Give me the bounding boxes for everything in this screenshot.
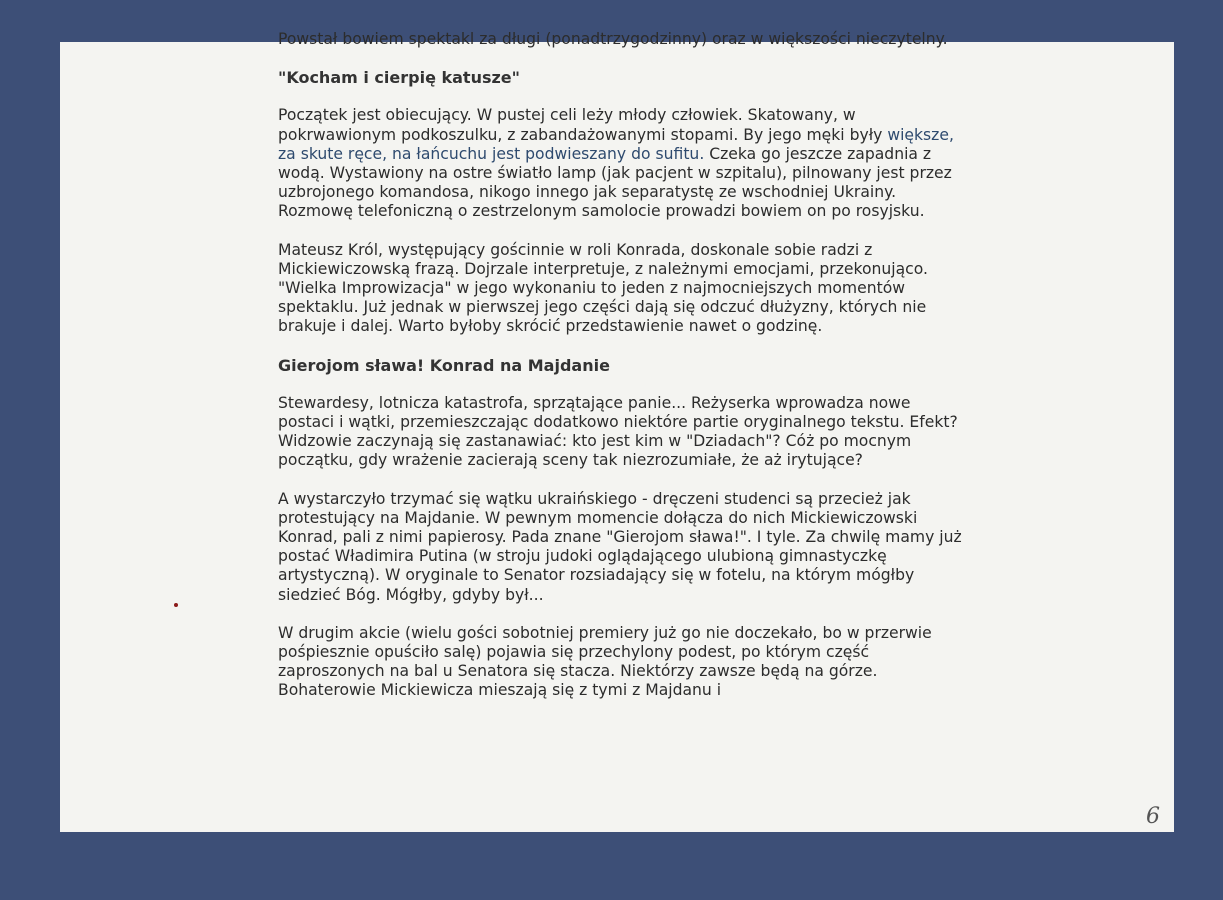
scanned-page bbox=[60, 30, 1174, 832]
paragraph bbox=[278, 106, 968, 221]
article-body bbox=[278, 30, 968, 720]
highlighted-link-text[interactable]: większe, za skute ręce, na łańcuchu jest podwieszany do sufitu. bbox=[278, 125, 954, 163]
section-heading: Gierojom sława! Konrad na Majdanie bbox=[278, 355, 610, 375]
paragraph-fragment: Powstał bowiem spektakl za długi (ponadtrzygodzinny) oraz w większości nieczytelny. bbox=[278, 30, 948, 48]
paragraph-text: Początek jest obiecujący. W pustej celi leży młody człowiek. Skatowany, w pokrwawionym podkoszulku, z zabandażowanymi stopami. By jego męki były bbox=[278, 106, 888, 144]
paragraph: Stewardesy, lotnicza katastrofa, sprzątające panie... Reżyserka wprowadza nowe postaci i wątki, przemieszczając dodatkowo niektóre partie oryginalnego tekstu. Efekt? Widzowie zaczynają się zastanawiać: kto jest kim w "Dziadach"? Cóż po mocnym początku, gdy wrażenie zacierają sceny tak niezrozumiałe, że aż irytujące? bbox=[278, 393, 958, 470]
paragraph-text: Czeka go jeszcze zapadnia z wodą. Wystawiony na ostre światło lamp (jak pacjent w szpitalu), pilnowany jest przez uzbrojonego komandosa, nikogo innego jak separatystę ze wschodniej Ukrainy. Rozmowę telefoniczną o zestrzelonym samolocie prowadzi bowiem on po rosyjsku. bbox=[278, 144, 952, 221]
paragraph: W drugim akcie (wielu gości sobotniej premiery już go nie doczekało, bo w przerwie pośpiesznie opuściło salę) pojawia się przechylony podest, po którym część zaproszonych na bal u Senatora się stacza. Niektórzy zawsze będą na górze. Bohaterowie Mickiewicza mieszają się z tymi z Majdanu i bbox=[278, 623, 932, 700]
paragraph: Mateusz Król, występujący gościnnie w roli Konrada, doskonale sobie radzi z Mickiewiczowską frazą. Dojrzale interpretuje, z należnymi emocjami, przekonująco. "Wielka Improwizacja" w jego wykonaniu to jeden z najmocniejszych momentów spektaklu. Już jednak w pierwszej jego części dają się odczuć dłużyzny, których nie brakuje i dalej. Warto byłoby skrócić przedstawienie nawet o godzinę. bbox=[278, 240, 928, 336]
ink-dot-mark bbox=[174, 603, 178, 607]
paragraph: A wystarczyło trzymać się wątku ukraińskiego - dręczeni studenci są przecież jak protestujący na Majdanie. W pewnym momencie dołącza do nich Mickiewiczowski Konrad, pali z nimi papierosy. Pada znane "Gierojom sława!". I tyle. Za chwilę mamy już postać Władimira Putina (w stroju judoki oglądającego ulubioną gimnastyczkę artystyczną). W oryginale to Senator rozsiadający się w fotelu, na którym mógłby siedzieć Bóg. Mógłby, gdyby był... bbox=[278, 489, 962, 604]
section-heading: "Kocham i cierpię katusze" bbox=[278, 68, 520, 88]
handwritten-page-number: 6 bbox=[1146, 804, 1160, 829]
